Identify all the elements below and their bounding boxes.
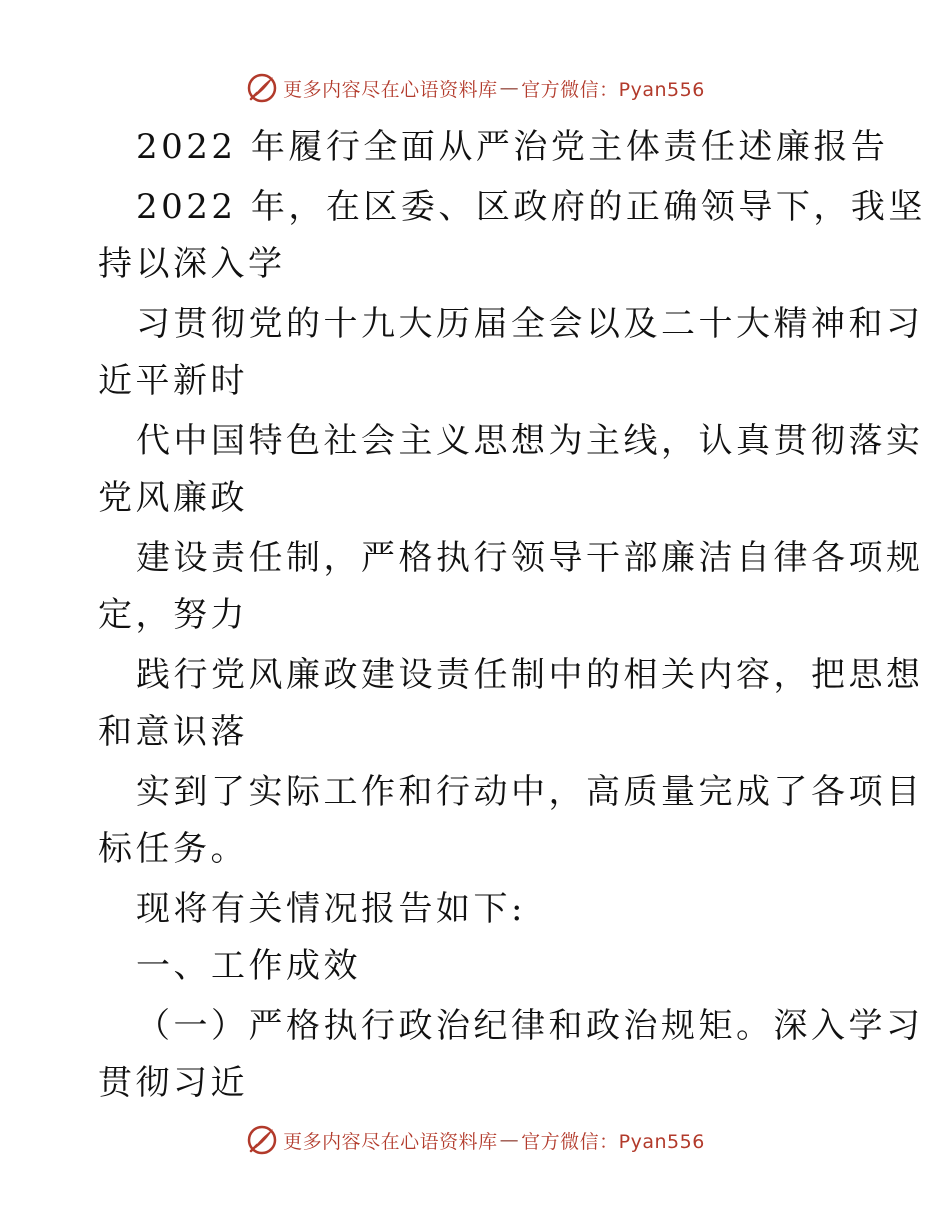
paragraph-line: 现将有关情况报告如下:	[136, 889, 526, 929]
watermark-contact: 官方微信：Pyan556	[521, 78, 705, 101]
section-heading: 一、工作成效	[136, 946, 361, 986]
feather-pen-logo-icon	[245, 71, 279, 105]
paragraph-line: 和意识落	[98, 712, 248, 752]
watermark-contact: 官方微信：Pyan556	[521, 1130, 705, 1153]
footer-watermark	[0, 1120, 950, 1160]
paragraph-line: 定，努力	[98, 595, 248, 635]
watermark-brand: 更多内容尽在心语资料库	[283, 1130, 498, 1153]
paragraph-line: 近平新时	[98, 361, 248, 401]
paragraph-line: 践行党风廉政建设责任制中的相关内容，把思想	[136, 655, 924, 695]
subsection-heading: （一）严格执行政治纪律和政治规矩。深入学习	[136, 1006, 924, 1046]
paragraph-line: 建设责任制，严格执行领导干部廉洁自律各项规	[136, 538, 924, 578]
watermark-separator: —	[499, 1129, 520, 1151]
paragraph-line: 习贯彻党的十九大历届全会以及二十大精神和习	[136, 304, 924, 344]
paragraph-line: 2022 年，在区委、区政府的正确领导下，我坚	[136, 187, 926, 227]
paragraph-line: 实到了实际工作和行动中，高质量完成了各项目	[136, 772, 924, 812]
header-watermark	[0, 68, 950, 108]
paragraph-line: 党风廉政	[98, 478, 248, 518]
document-title: 2022 年履行全面从严治党主体责任述廉报告	[136, 127, 889, 167]
paragraph-line: 代中国特色社会主义思想为主线，认真贯彻落实	[136, 421, 924, 461]
paragraph-line: 贯彻习近	[98, 1063, 248, 1103]
paragraph-line: 持以深入学	[98, 244, 286, 284]
watermark-brand: 更多内容尽在心语资料库	[283, 78, 498, 101]
watermark-separator: —	[499, 77, 520, 99]
paragraph-line: 标任务。	[98, 829, 248, 869]
feather-pen-logo-icon	[245, 1123, 279, 1157]
